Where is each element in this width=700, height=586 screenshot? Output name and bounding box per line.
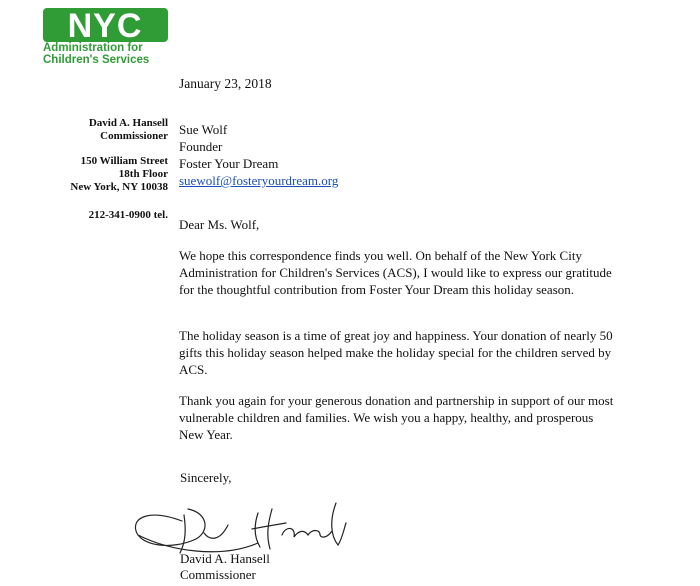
sender-address <box>70 155 168 194</box>
letter-date: January 23, 2018 <box>179 76 272 91</box>
agency-name-line2: Children's Services <box>43 54 150 66</box>
signature-title: Commissioner <box>180 567 256 582</box>
sender-phone: 212-341-0900 tel. <box>88 209 168 221</box>
agency-name <box>43 42 149 66</box>
signature-name: David A. Hansell <box>180 551 270 566</box>
sender-title: Commissioner <box>100 130 168 142</box>
recipient-title: Founder <box>179 139 223 154</box>
address-line1: 150 William Street <box>80 155 168 167</box>
recipient-org: Foster Your Dream <box>179 156 279 171</box>
recipient-block <box>179 121 338 189</box>
logo-text: NYC <box>67 8 143 42</box>
paragraph-1 <box>179 247 619 298</box>
paragraph-text: Thank you again for your generous donation and partnership in support of our most vulnerable children and families. We wish you a happy, healthy, and prosperous New Year. <box>179 393 614 442</box>
nyc-logo-mark <box>43 8 168 42</box>
address-line3: New York, NY 10038 <box>70 181 168 193</box>
sender-block <box>89 117 168 143</box>
salutation: Dear Ms. Wolf, <box>179 217 260 232</box>
paragraph-3 <box>179 392 619 443</box>
agency-name-line1: Administration for <box>43 42 143 54</box>
paragraph-text: The holiday season is a time of great joy and happiness. Your donation of nearly 50 gifts this holiday season helped make the holiday special for the children served by ACS. <box>179 328 613 377</box>
paragraph-2 <box>179 327 619 378</box>
recipient-email-link[interactable]: suewolf@fosteryourdream.org <box>179 173 339 188</box>
closing: Sincerely, <box>180 470 232 485</box>
address-line2: 18th Floor <box>118 168 168 180</box>
paragraph-text: We hope this correspondence finds you well. On behalf of the New York City Administration for Children's Services (ACS), I would like to express our gratitude for the thoughtful contribution from Foster Your Dream this holiday season. <box>179 248 612 297</box>
recipient-name: Sue Wolf <box>179 122 228 137</box>
sender-name: David A. Hansell <box>88 117 168 129</box>
signature-block <box>180 551 270 583</box>
